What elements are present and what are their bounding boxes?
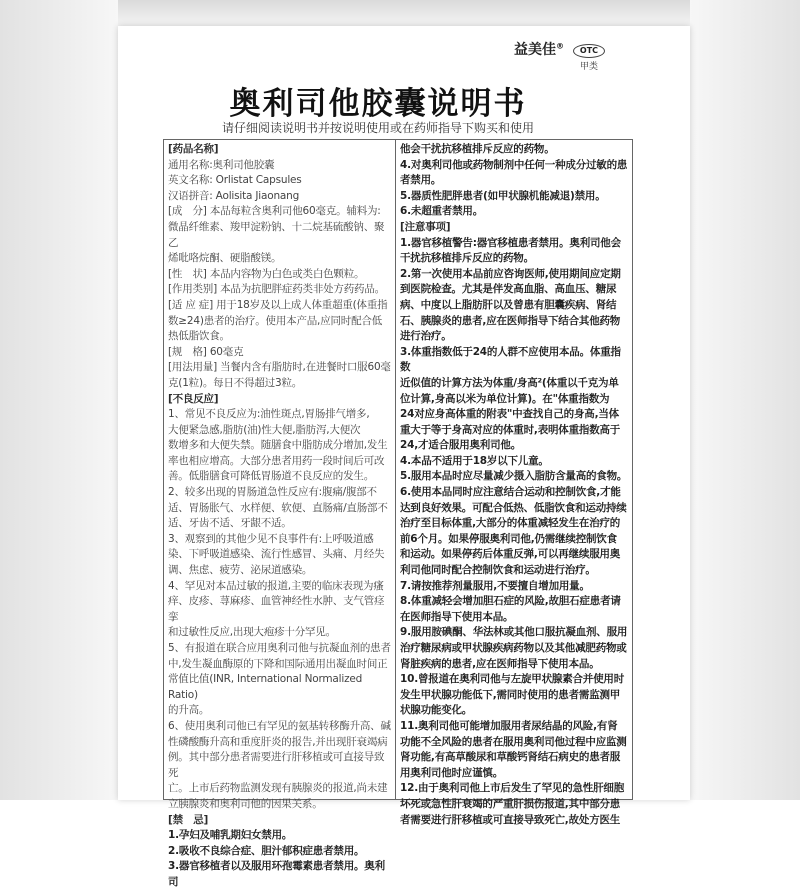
text-line: 率也相应增高。大部分患者用药一段时间后可改 [168,454,385,467]
text-line: 例。其中部分患者需要进行肝移植或可直接导致死 [168,751,385,779]
text-line: 坏死或急性肝衰竭的严重肝损伤报道,其中部分患 [400,797,621,810]
text-line: [适 应 症] 用于18岁及以上成人体重超重(体重指 [168,298,388,311]
section-heading: [不良反应] [168,392,219,405]
text-line: 病、中度以上脂肪肝以及曾患有胆囊疾病、肾结 [400,298,617,311]
text-line: 痒、皮疹、荨麻疹、血管神经性水肿、支气管痉挛 [168,595,385,623]
text-line: 近似值的计算方法为体重/身高²(体重以千克为单 [400,376,619,389]
text-line: 24,才适合服用奥利司他。 [400,439,522,452]
text-line: 2、较多出现的胃肠道急性反应有:腹痛/腹部不 [168,486,377,499]
text-line: 11.奥利司他可能增加服用者尿结晶的风险,有肾 [400,719,618,732]
text-line: 干扰抗移植排斥反应的药物。 [400,252,534,265]
section-heading: [注意事项] [400,220,451,233]
text-line: 适、胃肠胀气、水样便、软便、直肠痛/直肠部不 [168,501,388,514]
text-line: 6、使用奥利司他已有罕见的氨基转移酶升高、碱 [168,719,391,732]
document-title: 奥利司他胶囊说明书 [229,86,527,122]
text-line: 肾脏疾病的患者,应在医师指导下使用本品。 [400,657,600,670]
text-line: 肾功能,有高草酸尿和草酸钙肾结石病史的患者服 [400,751,621,764]
text-line: 立胰腺炎和奥利司他的因果关系。 [168,797,323,810]
text-line: 状腺功能变化。 [400,704,473,717]
text-line: 亡。上市后药物监测发现有胰腺炎的报道,尚未建 [168,782,388,795]
text-line: 常值比值(INR, International Normalized Ratio) [168,673,363,701]
text-line: 染、下呼吸道感染、流行性感冒、头痛、月经失 [168,548,385,561]
leaflet-sheet [118,26,690,888]
text-line: 适、牙齿不适、牙龈不适。 [168,517,292,530]
instructions-box [163,139,633,888]
text-line: 发生甲状腺功能低下,需同时使用的患者需监测甲 [400,688,621,701]
text-line: 他会干扰抗移植排斥反应的药物。 [400,143,555,155]
brand-name: 益美佳 [514,42,556,58]
background-top [0,0,800,26]
otc-class-label: 甲类 [579,62,598,72]
text-line: 治疗至目标体重,大部分的体重减轻发生在治疗的 [400,517,621,530]
registered-mark: ® [556,41,564,51]
text-line: 12.由于奥利司他上市后发生了罕见的急性肝细胞 [400,782,624,795]
text-line: 24对应身高体重的附表"中查找自己的身高,当体 [400,408,619,421]
text-line: 1.孕妇及哺乳期妇女禁用。 [168,829,293,842]
text-line: 3、观察到的其他少见不良事件有:上呼吸道感 [168,532,374,545]
otc-badge: OTC [573,44,605,58]
text-line: 8.体重减轻会增加胆石症的风险,故胆石症患者请 [400,595,621,608]
text-line: 利司他同时配合控制饮食和运动进行治疗。 [400,564,596,577]
text-line: 者禁用。 [400,174,442,187]
document-subtitle: 请仔细阅读说明书并按说明使用或在药师指导下购买和使用 [221,121,534,135]
text-line: 达到良好效果。可配合低热、低脂饮食和运动持续 [400,501,627,514]
text-line: 2.吸收不良综合症、胆汁郁积症患者禁用。 [168,844,365,857]
text-line: 3.体重指数低于24的人群不应使用本品。体重指数 [400,345,621,374]
otc-mark [568,38,610,72]
text-line: 性磷酸酶升高和重度肝炎的报告,并出现肝衰竭病 [168,735,388,748]
text-line: 的升高。 [168,704,210,717]
text-line: 到医院检查。尤其是伴发高血脂、高血压、糖尿 [400,283,617,296]
text-line: 5.器质性肥胖患者(如甲状腺机能减退)禁用。 [400,189,606,202]
text-line: 在医师指导下使用本品。 [400,610,514,623]
text-line: 2.第一次使用本品前应咨询医师,使用期间应定期 [400,267,621,280]
text-line: 调、焦虑、疲劳、泌尿道感染。 [168,564,313,577]
text-line: [成 分] 本品每粒含奥利司他60毫克。辅料为: [168,205,381,218]
text-line: 5、有报道在联合应用奥利司他与抗凝血剂的患者 [168,642,391,654]
text-line: 9.服用胺碘酮、华法林或其他口服抗凝血剂、服用 [400,626,628,639]
text-line: 数≥24)患者的治疗。使用本产品,应同时配合低 [168,314,382,327]
text-line: [性 状] 本品内容物为白色或类白色颗粒。 [168,267,365,280]
text-line: 热低脂饮食。 [168,330,230,343]
text-line: 克(1粒)。每日不得超过3粒。 [168,376,303,389]
left-column [164,140,396,888]
text-line: 英文名称: Orlistat Capsules [168,174,302,187]
text-line: 通用名称:奥利司他胶囊 [168,158,275,171]
text-line: 大便紧急感,脂肪(油)性大便,脂肪泻,大便次 [168,423,361,436]
text-line: 用奥利司他时应谨慎。 [400,766,503,779]
text-line: [规 格] 60毫克 [168,345,244,358]
text-line: 7.请按推荐剂量服用,不要擅自增加用量。 [400,579,590,592]
text-line: 石、胰腺炎的患者,应在医师指导下结合其他药物 [400,314,621,327]
text-line: 功能不全风险的患者在服用奥利司他过程中应监测 [400,735,627,748]
text-line: 4、罕见对本品过敏的报道,主要的临床表现为瘙 [168,579,384,592]
text-line: [用法用量] 当餐内含有脂肪时,在进餐时口服60毫 [168,361,391,374]
text-line: 前6个月。如果停服奥利司他,仍需继续控制饮食 [400,532,617,545]
section-heading: [禁 忌] [168,813,209,826]
brand-logo [514,39,564,59]
right-column [396,140,632,826]
section-heading: [药品名称] [168,143,219,155]
text-line: 者需要进行肝移植或可直接导致死亡,故处方医生 [400,813,621,826]
text-line: 位计算,身高以米为单位计算)。在"体重指数为 [400,392,610,405]
text-line: 5.服用本品时应尽量减少摄入脂肪含量高的食物。 [400,470,628,483]
text-line: 善。低脂膳食可降低胃肠道不良反应的发生。 [168,470,374,483]
background-right [690,0,800,800]
text-line: 进行治疗。 [400,330,452,343]
text-line: 10.曾报道在奥利司他与左旋甲状腺素合并使用时 [400,673,624,686]
text-line: 6.未超重者禁用。 [400,205,483,218]
text-line: 烯吡咯烷酮、硬脂酸镁。 [168,252,282,265]
text-line: 和运动。如果停药后体重反弹,可以再继续服用奥 [400,548,621,561]
text-line: 治疗糖尿病或甲状腺疾病药物以及其他减肥药物或 [400,642,627,654]
text-line: 1、常见不良反应为:油性斑点,胃肠排气增多, [168,408,370,421]
text-line: 3.器官移植者以及服用环孢霉素患者禁用。奥利司 [168,860,385,888]
text-line: 数增多和大便失禁。随膳食中脂肪成分增加,发生 [168,439,388,452]
text-line: 1.器官移植警告:器官移植患者禁用。奥利司他会 [400,236,621,249]
text-line: 微晶纤维素、羧甲淀粉钠、十二烷基硫酸钠、聚乙 [168,220,385,249]
text-line: 4.对奥利司他或药物制剂中任何一种成分过敏的患 [400,158,628,171]
text-line: 和过敏性反应,出现大疱疹十分罕见。 [168,626,336,639]
text-line: 汉语拼音: Aolisita Jiaonang [168,189,300,202]
text-line: 中,发生凝血酶原的下降和国际通用出凝血时间正 [168,657,388,670]
text-line: 重大于等于身高对应的体重时,表明体重指数高于 [400,423,621,436]
text-line: [作用类别] 本品为抗肥胖症药类非处方药药品。 [168,283,385,296]
background-left [0,0,118,800]
text-line: 4.本品不适用于18岁以下儿童。 [400,454,549,467]
text-line: 6.使用本品同时应注意结合运动和控制饮食,才能 [400,486,621,499]
